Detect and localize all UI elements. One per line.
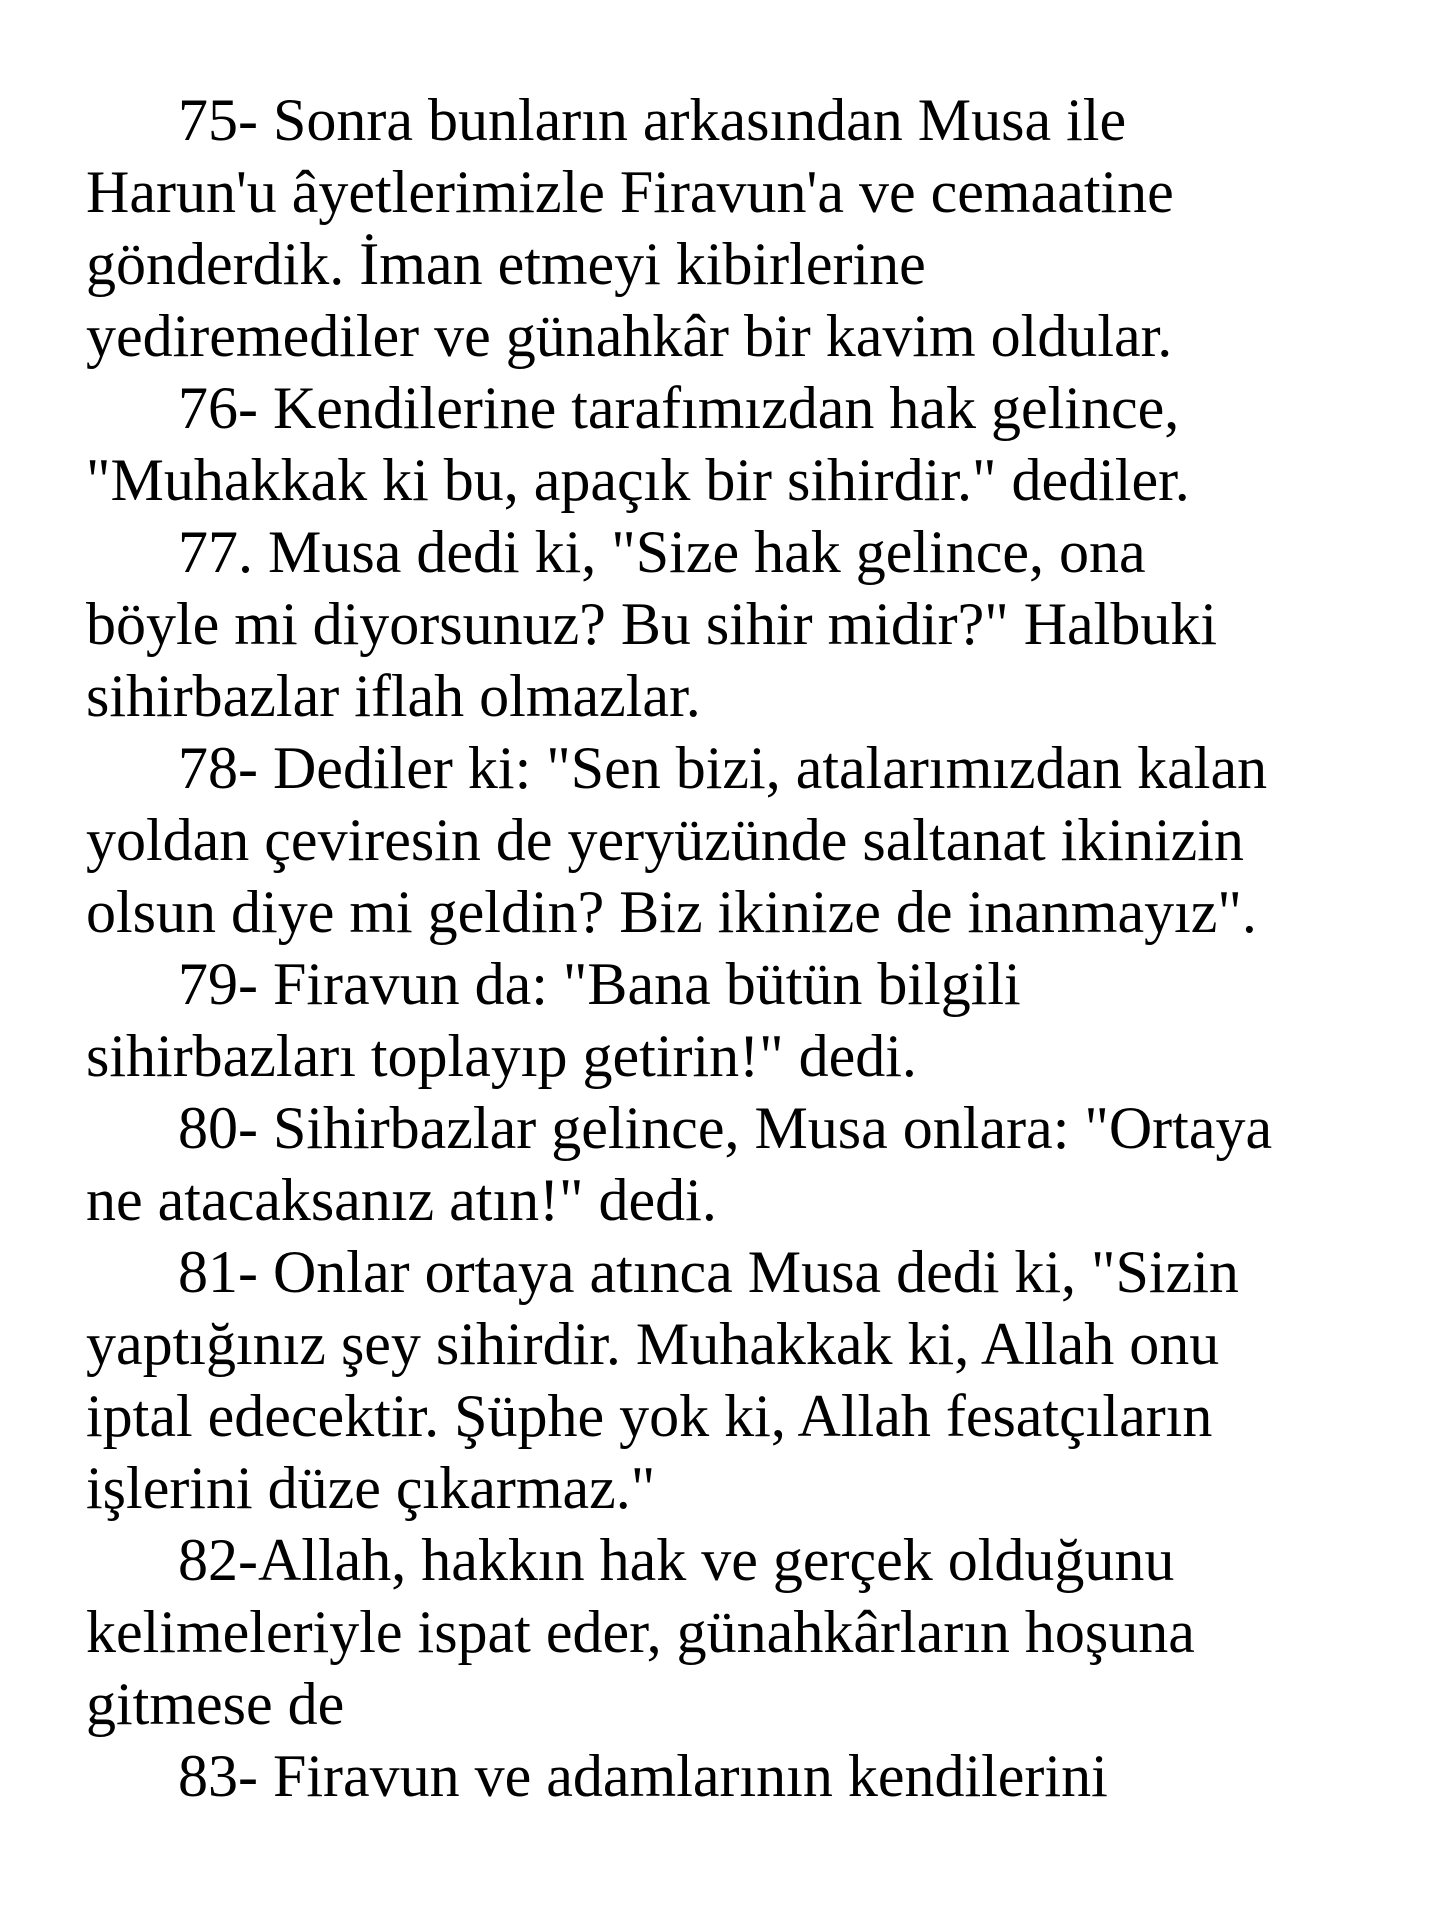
verse-78-line-1: 78- Dediler ki: "Sen bizi, atalarımızdan kalan xyxy=(178,735,1268,801)
verse-80-line-2: ne atacaksanız atın!" dedi. xyxy=(86,1167,717,1233)
verse-82-line-3: gitmese de xyxy=(86,1671,345,1737)
verse-81-line-4: işlerini düze çıkarmaz." xyxy=(86,1455,656,1521)
verse-82-line-1: 82-Allah, hakkın hak ve gerçek olduğunu xyxy=(178,1527,1175,1593)
document-text xyxy=(86,84,1396,1812)
verse-79-line-2: sihirbazları toplayıp getirin!" dedi. xyxy=(86,1023,917,1089)
verse-78-line-2: yoldan çeviresin de yeryüzünde saltanat ikinizin xyxy=(86,807,1244,873)
verse-77-line-1: 77. Musa dedi ki, "Size hak gelince, ona xyxy=(178,519,1146,585)
verse-78-line-3: olsun diye mi geldin? Biz ikinize de inanmayız". xyxy=(86,879,1257,945)
verse-83-line-1: 83- Firavun ve adamlarının kendilerini xyxy=(178,1743,1108,1809)
verse-76-line-1: 76- Kendilerine tarafımızdan hak gelince, xyxy=(178,375,1180,441)
verse-75-line-1: 75- Sonra bunların arkasından Musa ile xyxy=(178,87,1127,153)
verse-75-line-2: Harun'u âyetlerimizle Firavun'a ve cemaatine xyxy=(86,159,1174,225)
verse-81-line-1: 81- Onlar ortaya atınca Musa dedi ki, "Sizin xyxy=(178,1239,1239,1305)
verse-82-line-2: kelimeleriyle ispat eder, günahkârların hoşuna xyxy=(86,1599,1195,1665)
verse-79-line-1: 79- Firavun da: "Bana bütün bilgili xyxy=(178,951,1021,1017)
verse-81-line-3: iptal edecektir. Şüphe yok ki, Allah fesatçıların xyxy=(86,1383,1213,1449)
verse-77-line-3: sihirbazlar iflah olmazlar. xyxy=(86,663,701,729)
verse-76-line-2: "Muhakkak ki bu, apaçık bir sihirdir." dediler. xyxy=(86,447,1190,513)
verse-75-line-3: gönderdik. İman etmeyi kibirlerine xyxy=(86,231,926,297)
verse-77-line-2: böyle mi diyorsunuz? Bu sihir midir?" Halbuki xyxy=(86,591,1218,657)
verse-75-line-4: yediremediler ve günahkâr bir kavim oldular. xyxy=(86,303,1173,369)
verse-81-line-2: yaptığınız şey sihirdir. Muhakkak ki, Allah onu xyxy=(86,1311,1220,1377)
verse-80-line-1: 80- Sihirbazlar gelince, Musa onlara: "Ortaya xyxy=(178,1095,1273,1161)
